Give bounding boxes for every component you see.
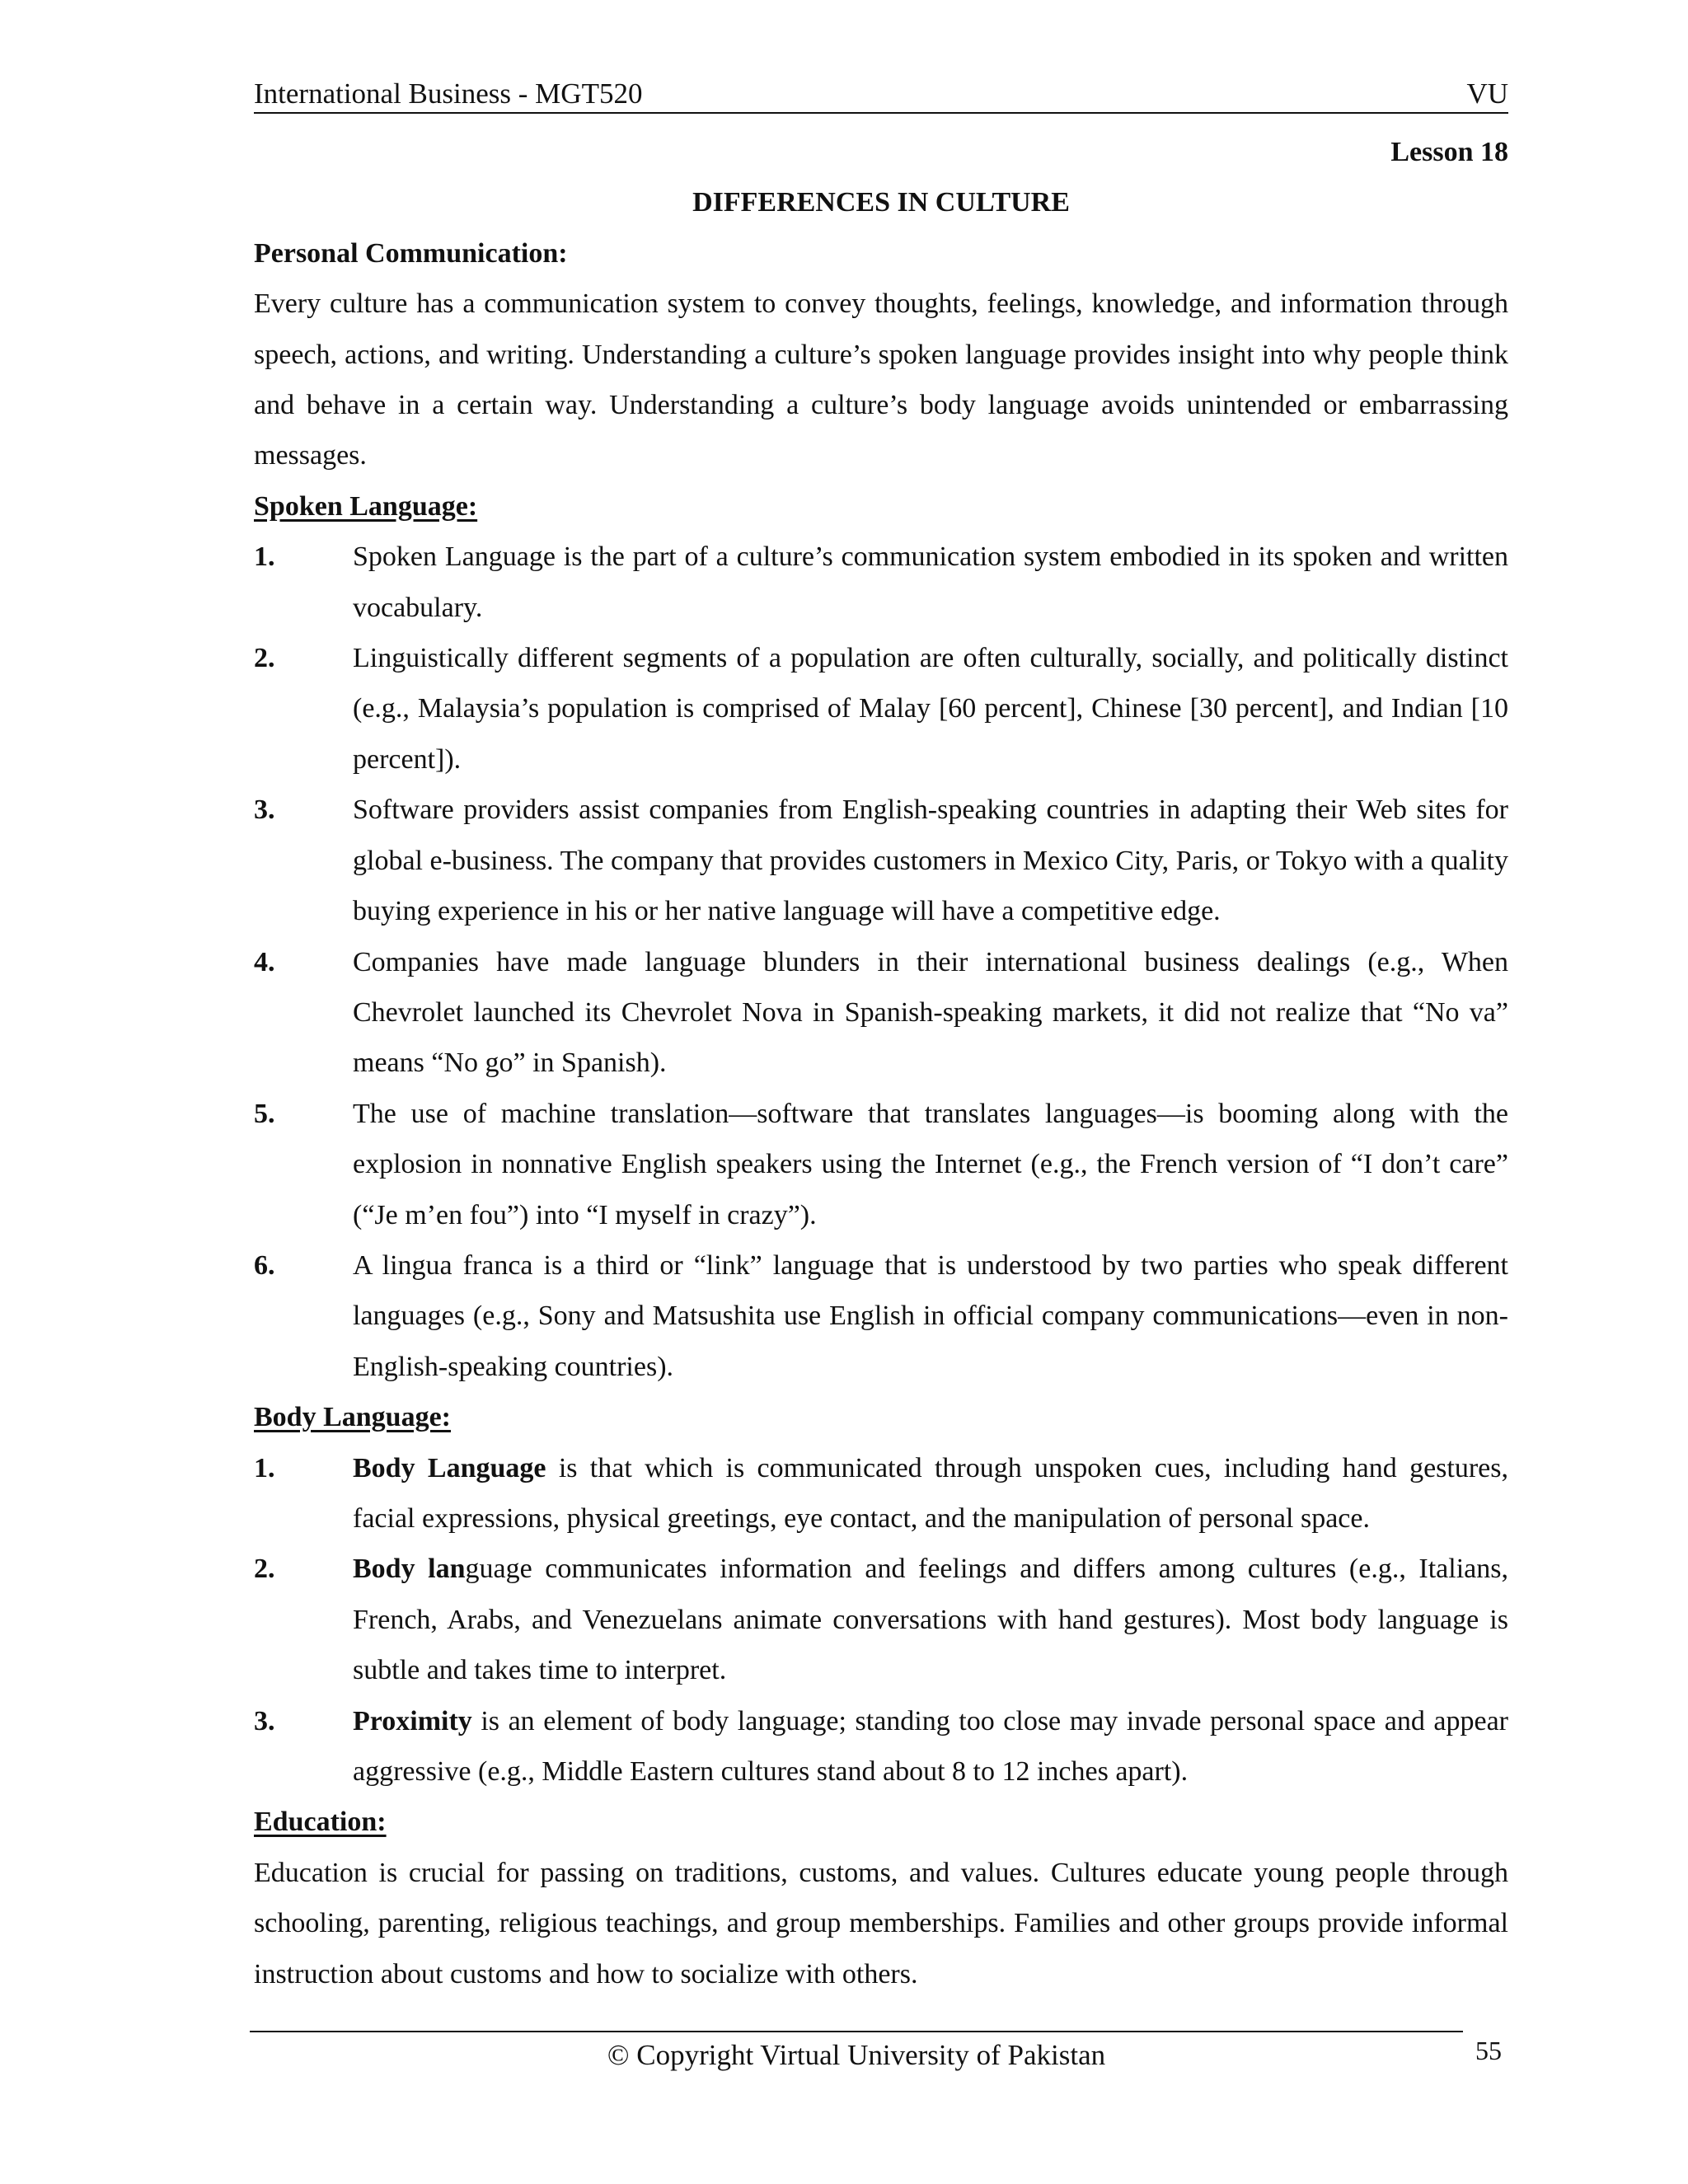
page-header [254, 76, 1508, 114]
list-item [254, 532, 1508, 633]
list-item-number: 5. [254, 1098, 275, 1129]
list-item-number: 2. [254, 643, 275, 674]
course-title: International Business - MGT520 [254, 77, 643, 110]
section-heading-education: Education: [254, 1807, 387, 1838]
list-item-text: The use of machine translation—software that translates languages—is booming along with the explosion in nonnative English speakers using the Internet (e.g., the French version of “I don’t care” (“Je m’en fou”) into “I myself in crazy”). [353, 1098, 1508, 1230]
list-item-text: Spoken Language is the part of a culture’s communication system embodied in its spoken and written vocabulary. [353, 541, 1508, 623]
list-item-text: Companies have made language blunders in their international business dealings (e.g., When Chevrolet launched its Chevrolet Nova in Spanish-speaking markets, it did not realize that “No va” means “No go” in Spanish). [353, 946, 1508, 1079]
lesson-number: Lesson 18 [1390, 137, 1508, 167]
list-item-text: is that which is communicated through unspoken cues, including hand gestures, facial expressions, physical greetings, eye contact, and the manipulation of personal space. [353, 1452, 1508, 1534]
list-item-text: guage communicates information and feelings and differs among cultures (e.g., Italians, French, Arabs, and Venezuelans animate conversations with hand gestures). Most body language is subtle and takes time to interpret. [353, 1554, 1508, 1686]
list-item-lead-term: Proximity [353, 1705, 472, 1736]
list-item [254, 785, 1508, 936]
document-body [254, 127, 1508, 1999]
section-heading-spoken-language: Spoken Language: [254, 490, 478, 522]
list-item-number: 1. [254, 541, 275, 573]
list-item-number: 1. [254, 1452, 275, 1483]
list-item [254, 1240, 1508, 1392]
education-paragraph: Education is crucial for passing on traditions, customs, and values. Cultures educate young people through schooling, parenting, religious teachings, and group memberships. Families and other groups provide informal instruction about customs and how to socialize with others. [254, 1857, 1508, 1990]
page-title: DIFFERENCES IN CULTURE [692, 187, 1070, 218]
list-item-text: is an element of body language; standing too close may invade personal space and appear aggressive (e.g., Middle Eastern cultures stand about 8 to 12 inches apart). [353, 1705, 1508, 1787]
personal-communication-paragraph: Every culture has a communication system to convey thoughts, feelings, knowledge, and information through speech, actions, and writing. Understanding a culture’s spoken language provides insight into why people think and behave in a certain way. Understanding a culture’s body language avoids unintended or embarrassing messages. [254, 288, 1508, 471]
institution-abbrev: VU [1466, 77, 1508, 110]
section-heading-body-language: Body Language: [254, 1402, 451, 1433]
list-item-number: 4. [254, 946, 275, 977]
list-item-text: Linguistically different segments of a population are often culturally, socially, and politically distinct (e.g., Malaysia’s population is comprised of Malay [60 percent], Chinese [30 percent], and Indian [10 percent]). [353, 643, 1508, 775]
list-item-lead-term: Body lan [353, 1554, 466, 1585]
footer-divider [250, 2031, 1463, 2032]
list-item [254, 633, 1508, 785]
list-item-number: 6. [254, 1249, 275, 1281]
page-number: 55 [1475, 2036, 1502, 2065]
list-item [254, 937, 1508, 1089]
list-item-number: 2. [254, 1554, 275, 1585]
list-item [254, 1544, 1508, 1695]
list-item-text: A lingua franca is a third or “link” language that is understood by two parties who speak different languages (e.g., Sony and Matsushita use English in official company communications—even in non-English-speaking countries). [353, 1249, 1508, 1382]
list-item-number: 3. [254, 1705, 275, 1736]
section-heading-personal-communication: Personal Communication: [254, 237, 568, 269]
list-item [254, 1443, 1508, 1544]
list-item-lead-term: Body Language [353, 1452, 546, 1483]
list-item-text: Software providers assist companies from English-speaking countries in adapting their Web sites for global e-business. The company that provides customers in Mexico City, Paris, or Tokyo with a quality buying experience in his or her native language will have a competitive edge. [353, 794, 1508, 927]
list-item-number: 3. [254, 794, 275, 826]
list-item [254, 1696, 1508, 1797]
footer-copyright: © Copyright Virtual University of Pakistan [607, 2039, 1106, 2071]
list-item [254, 1089, 1508, 1240]
